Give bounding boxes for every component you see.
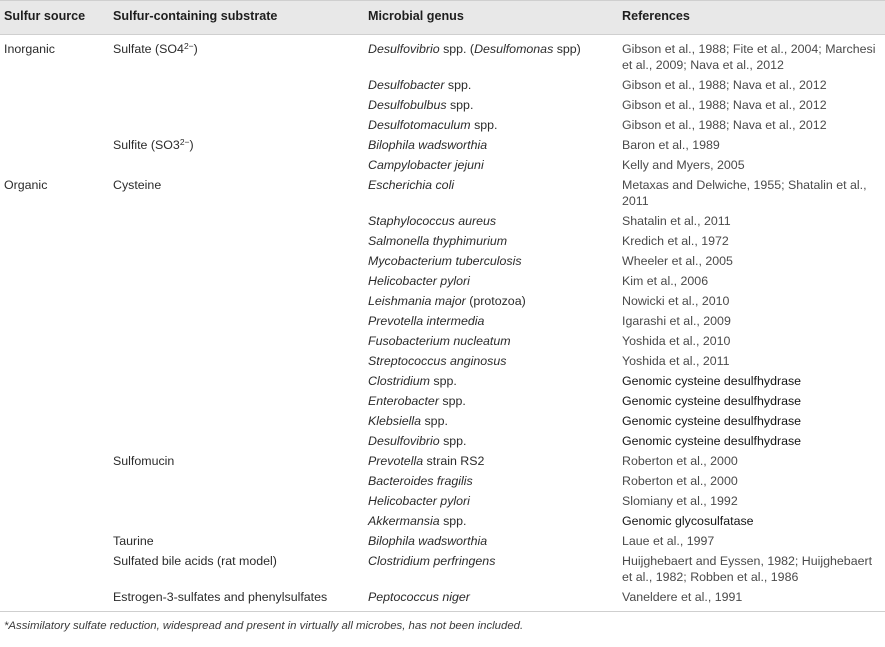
header-sulfur-source: Sulfur source [0, 1, 113, 35]
genus-qualifier: spp. [421, 414, 448, 428]
cell-sulfur-source [0, 587, 113, 611]
cell-microbial-genus [368, 211, 622, 231]
cell-reference: Laue et al., 1997 [622, 534, 715, 548]
cell-sulfur-source [0, 511, 113, 531]
cell-microbial-genus [368, 115, 622, 135]
genus-name: Streptococcus anginosus [368, 354, 507, 368]
table-row [0, 231, 885, 251]
substrate-close: ) [193, 42, 198, 56]
cell-microbial-genus [368, 135, 622, 155]
table-row [0, 291, 885, 311]
cell-substrate [113, 231, 368, 251]
table-row [0, 155, 885, 175]
table-row [0, 371, 885, 391]
substrate-text: Taurine [113, 534, 154, 548]
cell-sulfur-source [0, 291, 113, 311]
cell-sulfur-source [0, 135, 113, 155]
cell-microbial-genus [368, 391, 622, 411]
cell-substrate [113, 155, 368, 175]
cell-microbial-genus [368, 155, 622, 175]
cell-microbial-genus [368, 311, 622, 331]
genus-name: Staphylococcus aureus [368, 214, 497, 228]
genus-qualifier: spp. [438, 394, 466, 408]
substrate-text: Cysteine [113, 178, 162, 192]
table-row [0, 135, 885, 155]
genus-name: Enterobacter [368, 394, 439, 408]
cell-sulfur-source [0, 371, 113, 391]
genus-qualifier: spp. [439, 514, 467, 528]
genus-name: Clostridium perfringens [368, 554, 496, 568]
cell-reference: Kredich et al., 1972 [622, 234, 729, 248]
cell-reference: Slomiany et al., 1992 [622, 494, 738, 508]
cell-substrate [113, 371, 368, 391]
table-row [0, 471, 885, 491]
cell-reference: Kim et al., 2006 [622, 274, 709, 288]
cell-microbial-genus [368, 291, 622, 311]
cell-substrate [113, 251, 368, 271]
cell-substrate [113, 391, 368, 411]
cell-sulfur-source [0, 115, 113, 135]
cell-sulfur-source [0, 471, 113, 491]
cell-substrate [113, 531, 368, 551]
cell-microbial-genus [368, 511, 622, 531]
table-row [0, 95, 885, 115]
cell-substrate [113, 291, 368, 311]
table-row [0, 175, 885, 211]
cell-microbial-genus [368, 587, 622, 611]
cell-substrate [113, 331, 368, 351]
cell-microbial-genus [368, 175, 622, 211]
genus-name: Helicobacter pylori [368, 274, 470, 288]
cell-sulfur-source [0, 231, 113, 251]
cell-microbial-genus [368, 75, 622, 95]
cell-reference: Roberton et al., 2000 [622, 454, 738, 468]
substrate-text: Estrogen-3-sulfates and phenylsulfates [113, 590, 328, 604]
cell-reference: Shatalin et al., 2011 [622, 214, 731, 228]
cell-reference: Gibson et al., 1988; Nava et al., 2012 [622, 78, 827, 92]
table-row [0, 331, 885, 351]
genus-qualifier: spp. [439, 434, 467, 448]
cell-microbial-genus [368, 531, 622, 551]
genus-name: Peptococcus niger [368, 590, 470, 604]
substrate-text: Sulfate (SO4 [113, 42, 184, 56]
cell-substrate [113, 551, 368, 587]
cell-reference: Yoshida et al., 2011 [622, 354, 730, 368]
genus-synonym: Desulfomonas [474, 42, 554, 56]
cell-microbial-genus [368, 551, 622, 587]
cell-microbial-genus [368, 251, 622, 271]
cell-substrate [113, 35, 368, 76]
cell-substrate [113, 311, 368, 331]
genus-qualifier: spp. [446, 98, 474, 112]
cell-reference: Metaxas and Delwiche, 1955; Shatalin et al., 2011 [622, 178, 867, 208]
genus-name: Salmonella thyphimurium [368, 234, 508, 248]
header-row [0, 1, 885, 35]
genus-qualifier: spp. [470, 118, 498, 132]
genus-name: Leishmania major [368, 294, 466, 308]
substrate-text: Sulfite (SO3 [113, 138, 180, 152]
table-row [0, 251, 885, 271]
cell-reference: Baron et al., 1989 [622, 138, 720, 152]
table-row [0, 451, 885, 471]
cell-sulfur-source [0, 491, 113, 511]
table-row [0, 431, 885, 451]
table-row [0, 511, 885, 531]
genus-name: Bilophila wadsworthia [368, 534, 488, 548]
cell-microbial-genus [368, 351, 622, 371]
cell-microbial-genus [368, 271, 622, 291]
table-row [0, 391, 885, 411]
cell-microbial-genus [368, 451, 622, 471]
cell-reference: Igarashi et al., 2009 [622, 314, 731, 328]
genus-name: Fusobacterium nucleatum [368, 334, 511, 348]
cell-substrate [113, 451, 368, 471]
genus-name: Desulfovibrio [368, 42, 440, 56]
genus-name: Prevotella [368, 454, 424, 468]
genus-qualifier: (protozoa) [465, 294, 526, 308]
cell-reference: Wheeler et al., 2005 [622, 254, 733, 268]
genus-name: Clostridium [368, 374, 430, 388]
genus-name: Desulfobacter [368, 78, 445, 92]
cell-sulfur-source [0, 411, 113, 431]
cell-microbial-genus [368, 371, 622, 391]
cell-reference: Kelly and Myers, 2005 [622, 158, 745, 172]
table-row [0, 115, 885, 135]
table-row [0, 75, 885, 95]
cell-sulfur-source [0, 271, 113, 291]
genus-name: Akkermansia [368, 514, 440, 528]
cell-substrate [113, 431, 368, 451]
table-row [0, 551, 885, 587]
substrate-text: Sulfated bile acids (rat model) [113, 554, 277, 568]
cell-sulfur-source [0, 551, 113, 587]
table-header [0, 1, 885, 35]
cell-sulfur-source [0, 431, 113, 451]
cell-reference: Genomic cysteine desulfhydrase [622, 434, 802, 448]
cell-substrate [113, 491, 368, 511]
cell-substrate [113, 271, 368, 291]
cell-substrate [113, 587, 368, 611]
cell-microbial-genus [368, 471, 622, 491]
header-substrate: Sulfur-containing substrate [113, 1, 368, 35]
table-row [0, 531, 885, 551]
cell-microbial-genus [368, 411, 622, 431]
genus-qualifier: spp. ( [439, 42, 475, 56]
cell-substrate [113, 115, 368, 135]
cell-reference: Genomic glycosulfatase [622, 514, 754, 528]
table-row [0, 491, 885, 511]
cell-sulfur-source [0, 75, 113, 95]
cell-microbial-genus [368, 231, 622, 251]
genus-name: Desulfotomaculum [368, 118, 471, 132]
cell-reference: Vaneldere et al., 1991 [622, 590, 743, 604]
table-row [0, 311, 885, 331]
cell-substrate [113, 411, 368, 431]
cell-substrate [113, 471, 368, 491]
genus-tail: spp) [553, 42, 581, 56]
genus-name: Bilophila wadsworthia [368, 138, 488, 152]
header-microbial-genus: Microbial genus [368, 1, 622, 35]
table-row [0, 271, 885, 291]
table-row [0, 411, 885, 431]
cell-sulfur-source [0, 331, 113, 351]
genus-name: Escherichia coli [368, 178, 455, 192]
cell-microbial-genus [368, 95, 622, 115]
table-body [0, 35, 885, 612]
cell-sulfur-source [0, 451, 113, 471]
cell-substrate [113, 211, 368, 231]
substrate-charge: 2− [179, 137, 190, 147]
cell-sulfur-source [0, 351, 113, 371]
cell-reference: Huijghebaert and Eyssen, 1982; Huijghebaert et al., 1982; Robben et al., 1986 [622, 554, 873, 584]
cell-substrate [113, 75, 368, 95]
cell-reference: Gibson et al., 1988; Nava et al., 2012 [622, 98, 827, 112]
genus-name: Desulfobulbus [368, 98, 447, 112]
genus-name: Desulfovibrio [368, 434, 440, 448]
table-row [0, 35, 885, 76]
cell-sulfur-source [0, 211, 113, 231]
table-row [0, 211, 885, 231]
cell-microbial-genus [368, 491, 622, 511]
header-references: References [622, 1, 885, 35]
cell-sulfur-source [0, 311, 113, 331]
substrate-charge: 2− [183, 41, 194, 51]
table-footnote: *Assimilatory sulfate reduction, widespread and present in virtually all microbes, has not been included. [4, 620, 524, 632]
cell-substrate [113, 135, 368, 155]
table-row [0, 351, 885, 371]
cell-reference: Genomic cysteine desulfhydrase [622, 394, 802, 408]
cell-sulfur-source [0, 251, 113, 271]
cell-substrate [113, 175, 368, 211]
cell-microbial-genus [368, 331, 622, 351]
cell-reference: Gibson et al., 1988; Nava et al., 2012 [622, 118, 827, 132]
genus-name: Campylobacter jejuni [368, 158, 484, 172]
substrate-text: Sulfomucin [113, 454, 175, 468]
cell-substrate [113, 511, 368, 531]
genus-qualifier: spp. [444, 78, 472, 92]
cell-reference: Nowicki et al., 2010 [622, 294, 730, 308]
cell-microbial-genus [368, 431, 622, 451]
genus-qualifier: spp. [429, 374, 457, 388]
cell-sulfur-source: Inorganic [4, 42, 55, 56]
cell-sulfur-source [0, 391, 113, 411]
cell-sulfur-source [0, 531, 113, 551]
genus-name: Helicobacter pylori [368, 494, 470, 508]
genus-name: Klebsiella [368, 414, 422, 428]
cell-reference: Genomic cysteine desulfhydrase [622, 374, 802, 388]
cell-substrate [113, 95, 368, 115]
cell-microbial-genus [368, 35, 622, 76]
genus-name: Mycobacterium tuberculosis [368, 254, 522, 268]
cell-reference: Yoshida et al., 2010 [622, 334, 731, 348]
cell-sulfur-source [0, 155, 113, 175]
cell-sulfur-source [0, 95, 113, 115]
cell-reference: Gibson et al., 1988; Fite et al., 2004; Marchesi et al., 2009; Nava et al., 2012 [622, 42, 876, 72]
cell-reference: Roberton et al., 2000 [622, 474, 738, 488]
table-row [0, 587, 885, 611]
cell-sulfur-source: Organic [4, 178, 48, 192]
genus-qualifier: strain RS2 [423, 454, 485, 468]
cell-reference: Genomic cysteine desulfhydrase [622, 414, 802, 428]
genus-name: Bacteroides fragilis [368, 474, 473, 488]
substrate-close: ) [189, 138, 194, 152]
genus-name: Prevotella intermedia [368, 314, 485, 328]
cell-substrate [113, 351, 368, 371]
